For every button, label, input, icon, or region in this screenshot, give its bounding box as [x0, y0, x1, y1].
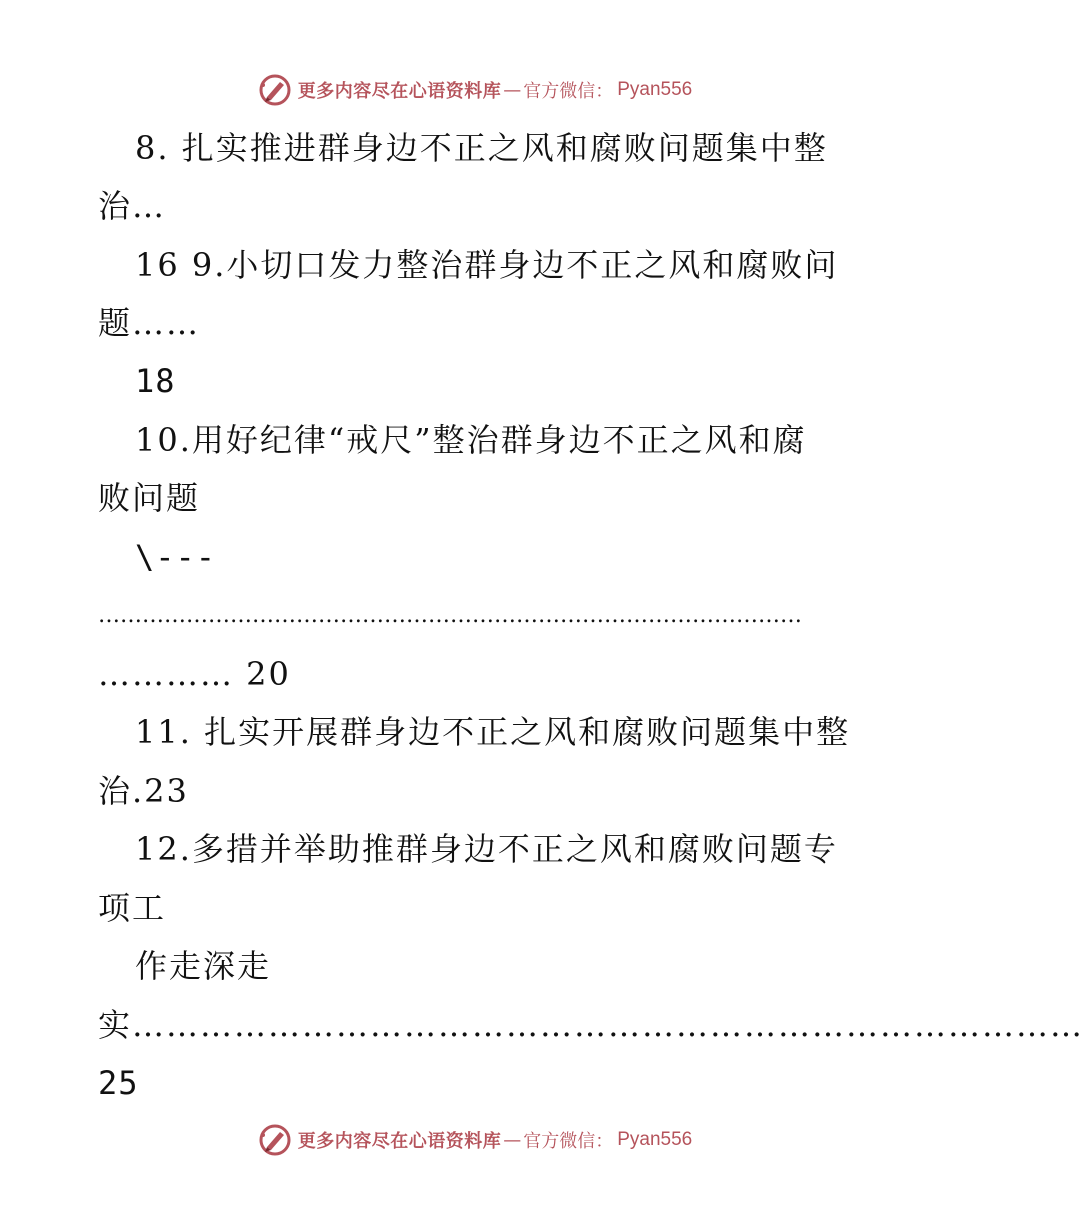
toc-line-10: ………… 20 — [98, 655, 291, 693]
banner-wechat-label: 官方微信： — [523, 81, 614, 102]
toc-line-1: 8. 扎实推进群身边不正之风和腐败问题集中整 — [135, 129, 828, 167]
banner-text: 更多内容尽在心语资料库 — [297, 1131, 502, 1152]
banner-separator: — — [503, 79, 522, 101]
banner-separator: — — [503, 1129, 522, 1151]
toc-line-8: \--- — [135, 538, 217, 576]
toc-line-14: 项工 — [98, 889, 167, 927]
pen-logo-icon — [258, 73, 292, 107]
toc-line-5: 18 — [135, 362, 176, 400]
banner-wechat-id: Pyan556 — [617, 79, 693, 100]
pen-logo-icon — [258, 1123, 292, 1157]
header-watermark — [0, 70, 950, 110]
toc-line-2: 治… — [98, 187, 167, 225]
toc-line-13: 12.多措并举助推群身边不正之风和腐败问题专 — [135, 830, 838, 868]
toc-line-12: 治.23 — [98, 772, 189, 810]
toc-line-16: 实………………………………………………………………………… — [98, 1006, 1084, 1044]
toc-line-7: 败问题 — [98, 479, 201, 517]
toc-line-9: …………………………………………………………………………………… — [98, 603, 802, 628]
banner-text: 更多内容尽在心语资料库 — [297, 81, 502, 102]
banner-wechat-id: Pyan556 — [617, 1129, 693, 1150]
footer-watermark — [0, 1120, 950, 1160]
toc-line-3: 16 9.小切口发力整治群身边不正之风和腐败问 — [135, 246, 839, 284]
banner-wechat-label: 官方微信： — [523, 1131, 614, 1152]
toc-line-6: 10.用好纪律“戒尺”整治群身边不正之风和腐 — [135, 421, 807, 459]
toc-line-11: 11. 扎实开展群身边不正之风和腐败问题集中整 — [135, 713, 851, 751]
toc-line-17: 25 — [98, 1064, 139, 1102]
toc-line-15: 作走深走 — [135, 947, 272, 985]
toc-line-4: 题…… — [98, 304, 201, 342]
